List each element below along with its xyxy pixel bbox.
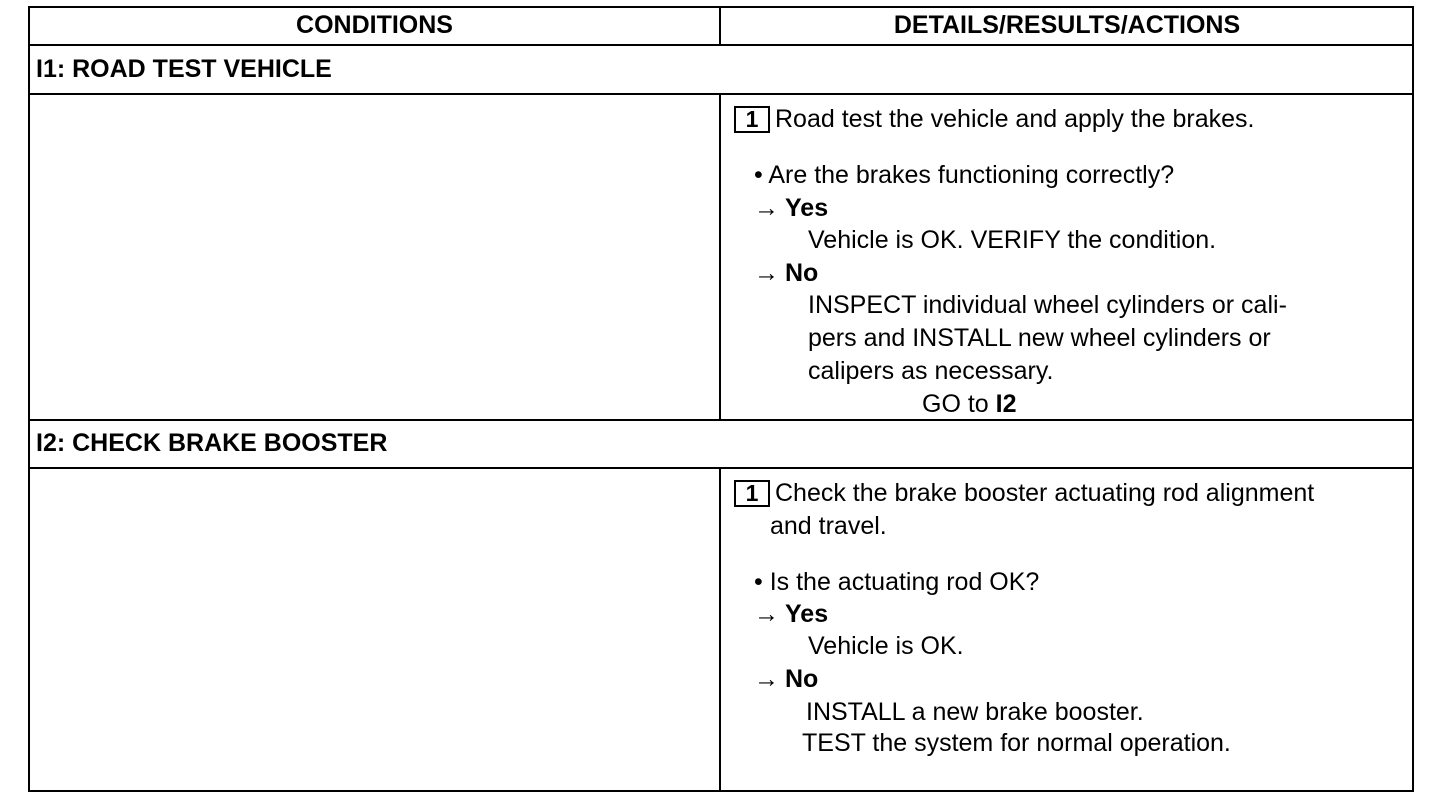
right-arrow-icon: → xyxy=(754,259,779,287)
section-2-column-divider xyxy=(719,467,721,792)
no-result-text-line: calipers as necessary. xyxy=(808,357,1054,385)
section-1-column-divider xyxy=(719,93,721,421)
question-text: Is the actuating rod OK? xyxy=(769,568,1040,596)
step-instruction: Road test the vehicle and apply the brakes. xyxy=(775,105,1255,133)
question-item xyxy=(754,160,1174,190)
section-1-divider xyxy=(28,93,1414,95)
step-instruction-continued: and travel. xyxy=(770,512,887,540)
question-item xyxy=(754,567,1039,597)
bullet-icon: • xyxy=(754,568,763,596)
column-header-conditions: CONDITIONS xyxy=(296,11,453,39)
no-result-text-line: INSTALL a new brake booster. xyxy=(806,698,1144,726)
no-label: → No xyxy=(754,665,819,693)
section-2-title-top-divider xyxy=(28,419,1414,421)
question-text: Are the brakes functioning correctly? xyxy=(768,161,1175,189)
bullet-icon: • xyxy=(754,161,763,189)
step-number-box: 1 xyxy=(734,106,770,133)
header-divider xyxy=(28,44,1414,46)
step-instruction: Check the brake booster actuating rod alignment xyxy=(775,479,1315,507)
goto-target-link: I2 xyxy=(995,390,1017,418)
section-title-brake-booster: I2: CHECK BRAKE BOOSTER xyxy=(36,429,388,457)
no-result-text-line: INSPECT individual wheel cylinders or cali- xyxy=(808,291,1287,319)
yes-label: → Yes xyxy=(754,600,829,628)
goto-instruction: GO to I2 xyxy=(922,390,1017,418)
section-2-divider xyxy=(28,467,1414,469)
no-result-text-line: pers and INSTALL new wheel cylinders or xyxy=(808,324,1271,352)
yes-result-text: Vehicle is OK. VERIFY the condition. xyxy=(808,226,1217,254)
right-arrow-icon: → xyxy=(754,665,779,693)
yes-label: → Yes xyxy=(754,194,829,222)
no-label: → No xyxy=(754,259,819,287)
no-result-text-line: TEST the system for normal operation. xyxy=(802,729,1231,757)
yes-result-text: Vehicle is OK. xyxy=(808,632,964,660)
right-arrow-icon: → xyxy=(754,600,779,628)
step-number-box: 1 xyxy=(734,480,770,507)
section-title-road-test: I1: ROAD TEST VEHICLE xyxy=(36,55,332,83)
right-arrow-icon: → xyxy=(754,194,779,222)
column-header-details: DETAILS/RESULTS/ACTIONS xyxy=(893,11,1241,39)
